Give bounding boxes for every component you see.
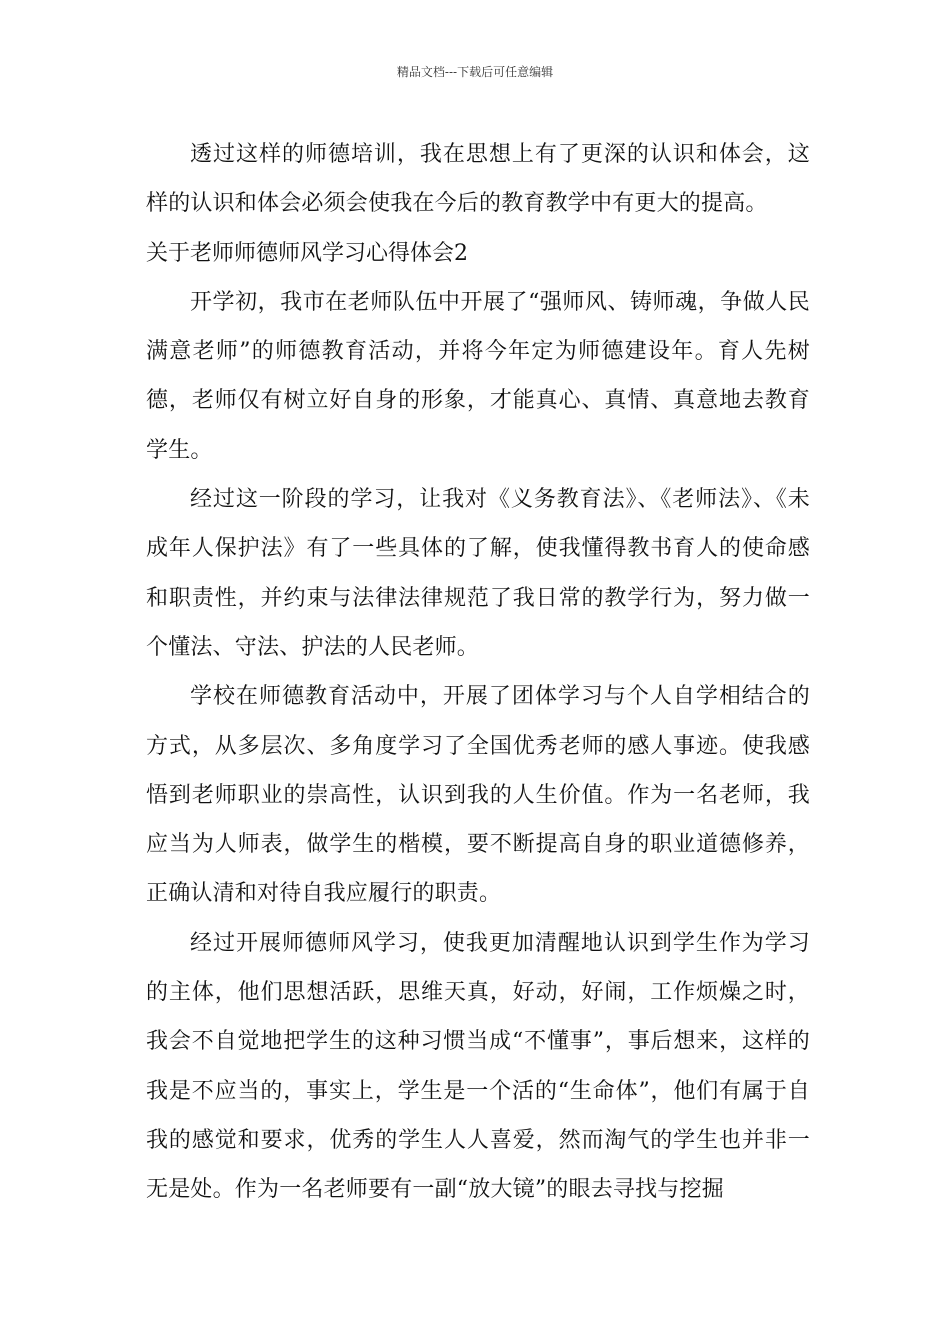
- paragraph-1: 透过这样的师德培训，我在思想上有了更深的认识和体会，这样的认识和体会必须会使我在今后的教育教学中有更大的提高。: [146, 142, 810, 217]
- section-heading: 关于老师师德师风学习心得体会2: [146, 240, 468, 266]
- document-body: [146, 130, 810, 1215]
- paragraph-2: 开学初，我市在老师队伍中开展了“强师风、铸师魂，争做人民满意老师”的师德教育活动，并将今年定为师德建设年。育人先树德，老师仅有树立好自身的形象，才能真心、真情、真意地去教育学生。: [146, 289, 810, 463]
- paragraph-5: 经过开展师德师风学习，使我更加清醒地认识到学生作为学习的主体，他们思想活跃，思维天真，好动，好闹，工作烦燥之时，我会不自觉地把学生的这种习惯当成“不懂事”，事后想来，这样的我是不应当的，事实上，学生是一个活的“生命体”，他们有属于自我的感觉和要求，优秀的学生人人喜爱，然而淘气的学生也并非一无是处。作为一名老师要有一副“放大镜”的眼去寻找与挖掘: [146, 930, 810, 1203]
- page-header: 精品文档---下载后可任意编辑: [396, 65, 554, 79]
- paragraph-4: 学校在师德教育活动中，开展了团体学习与个人自学相结合的方式，从多层次、多角度学习了全国优秀老师的感人事迹。使我感悟到老师职业的崇高性，认识到我的人生价值。作为一名老师，我应当为人师表，做学生的楷模，要不断提高自身的职业道德修养，正确认清和对待自我应履行的职责。: [146, 684, 810, 907]
- paragraph-3: 经过这一阶段的学习，让我对《义务教育法》、《老师法》、《未成年人保护法》有了一些具体的了解，使我懂得教书育人的使命感和职责性，并约束与法律法律规范了我日常的教学行为，努力做一个懂法、守法、护法的人民老师。: [146, 487, 810, 660]
